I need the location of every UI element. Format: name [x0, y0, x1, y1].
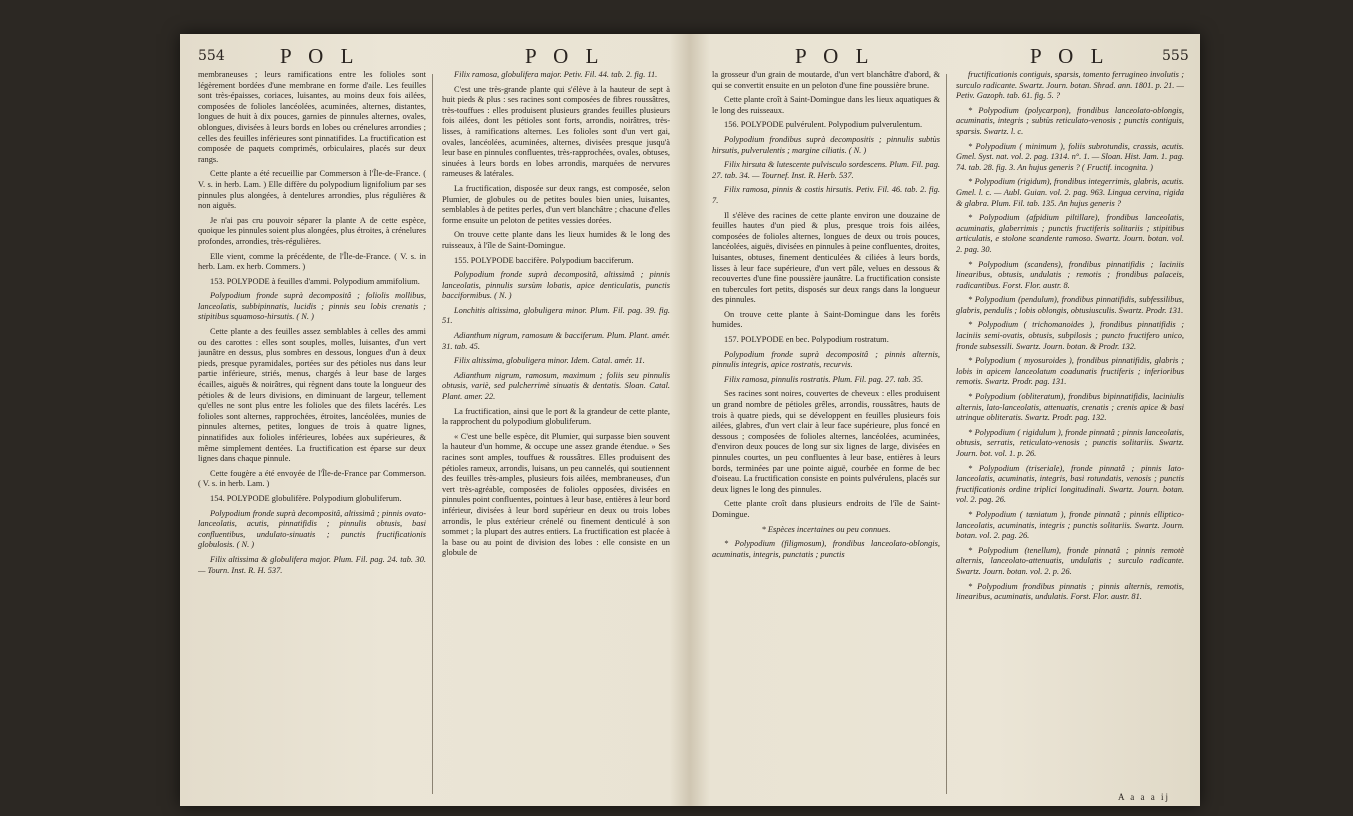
paragraph: Cette plante a été recueillie par Commerson à l'Île-de-France. ( V. s. in herb. Lam. ) Elle diffère du polypodium lignifolium par ses pinnules plus alongées, à dentelures arrondies, plus régulières & non aiguës. [198, 169, 426, 211]
paragraph: * Polypodium (obliteratum), frondibus bipinnatifidis, laciniulis alternis, lato-lanceolatis, attenuatis, crenatis ; crenis apice & basi utrinque obliteratis. Swartz. Prodr. pag. 132. [956, 392, 1184, 423]
left-page [180, 34, 680, 806]
text-column [956, 70, 1184, 800]
paragraph: Filix altissima, globuligera minor. Idem. Catal. amér. 11. [454, 356, 645, 366]
paragraph: 157. POLYPODE en bec. Polypodium rostratum. [724, 335, 889, 345]
paragraph: On trouve cette plante à Saint-Domingue dans les forêts humides. [712, 309, 940, 330]
paragraph: * Polypodium ( minimum ), foliis subrotundis, crassis, acutis. Gmel. Syst. nat. vol. 2. pag. 1314. n°. 1. — Sloan. Hist. Jam. 1. pag. 74. tab. 28. fig. 3. An hujus generis ? ( Fructif. incognita. ) [956, 141, 1184, 172]
paragraph: * Espèces incertaines ou peu connues. [761, 524, 891, 534]
paragraph: La fructification, ainsi que le port & la grandeur de cette plante, la rapprochent du polypodium globuliferum. [442, 406, 670, 427]
paragraph: Filix ramosa, pinnis & costis hirsutis. Petiv. Fil. 46. tab. 2. fig. 7. [712, 185, 940, 205]
right-page [700, 34, 1200, 806]
paragraph: * Polypodium (rigidum), frondibus integerrimis, glabris, acutis. Gmel. l. c. — Aubl. Guian. vol. 2. pag. 963. Lingua cervina, rigida & glabra. Plum. Fil. tab. 135. An hujus generis ? [956, 177, 1184, 208]
paragraph: fructificationis contiguis, sparsis, tomento ferrugineo involutis ; surculo radicante. Swartz. Journ. botan. Shrad. ann. 1801. p. 21. — Petiv. Gazoph. tab. 61. fig. 5. ? [956, 70, 1184, 101]
paragraph: Cette fougère a été envoyée de l'Île-de-France par Commerson. ( V. s. in herb. Lam. ) [198, 468, 426, 489]
running-head: P O L [525, 44, 605, 68]
paragraph: * Polypodium (polycarpon), frondibus lanceolato-oblongis, acuminatis, integris ; subtùs reticulato-venosis ; punctis contiguis, sparsis. Swartz. l. c. [956, 105, 1184, 136]
text-column [442, 70, 670, 800]
paragraph: * Polypodium (tenellum), fronde pinnatâ ; pinnis remotè alternis, lanceolato-attenuatis, undulatis ; surculo radicante. Swartz. Journ. botan. vol. 2. p. 26. [956, 545, 1184, 576]
running-head: P O L [1030, 44, 1110, 68]
paragraph: Polypodium fronde suprà decompositâ, altissimâ ; pinnis lanceolatis, pinnulis sursùm lobatis, apice denticulatis, punctis bacciformibus. ( N. ) [442, 270, 670, 301]
text-column [712, 70, 940, 800]
paragraph: Elle vient, comme la précédente, de l'Île-de-France. ( V. s. in herb. Lam. ex herb. Commers. ) [198, 251, 426, 272]
paragraph: Il s'élève des racines de cette plante environ une douzaine de feuilles hautes d'un pied & plus, presque trois fois ailées, composées de folioles alternes, longues de deux ou trois pouces, lancéolées, aiguës, divisées en pinnules à peine confluentes, droites, luisantes, obtuses, finement denticulées & ciliées à leurs bords, lisses à leur face supérieure, d'un vert pâle, velues en dessous & recouvertes d'une fine poussière jaunâtre. La fructification consiste en tubercules fort petits, disposés sur deux rangs dans la longueur des pinnules. [712, 210, 940, 305]
paragraph: Cette plante croît à Saint-Domingue dans les lieux aquatiques & le long des ruisseaux. [712, 95, 940, 115]
running-head: P O L [795, 44, 875, 68]
paragraph: 155. POLYPODE baccifère. Polypodium bacciferum. [454, 255, 634, 265]
text-column [198, 70, 426, 800]
paragraph: * Polypodium ( rigidulum ), fronde pinnatâ ; pinnis lanceolatis, obtusis, serratis, reticulato-venosis ; punctis solitariis. Swartz. Journ. bot. vol. 1. p. 26. [956, 427, 1184, 458]
page-number: 554 [198, 48, 225, 64]
signature-mark: A a a a ij [1118, 792, 1170, 802]
paragraph: la grosseur d'un grain de moutarde, d'un vert blanchâtre d'abord, & qui se convertit ensuite en un peloton d'une fine poussière brune. [712, 70, 940, 90]
paragraph: Ses racines sont noires, couvertes de cheveux : elles produisent un grand nombre de pétioles grêles, arrondis, roussâtres, hauts de trois à quatre pieds, qui se développent en feuilles plusieurs fois ailées, glabres, d'un vert clair à leur face supérieure, plus foncé en dessous ; composées de folioles alternes, lancéolées, acuminées, d'environ deux pouces de long sur six lignes de large, divisées en pinnules courtes, un peu confluentes à leur base, entières à leurs bords, terminées par une pointe aiguë, courbée en forme de bec d'oiseau. La fructification consiste en points pulvérulens, placés sur deux lignes le long des pinnules. [712, 389, 940, 494]
paragraph: « C'est une belle espèce, dit Plumier, qui surpasse bien souvent la hauteur d'un homme, & occupe une assez grande étendue. » Ses racines sont amples, touffues & roussâtres. Elles produisent des pétioles rameux, arrondis, luisans, un peu cannelés, qui soutiennent des feuilles très-amples, plusieurs fois ailées, membraneuses, d'un vert très-agréable, composées de folioles opposées, divisées en pinnules point confluentes, pointues à leur base, entières à leur bord inférieur, divisées à leur bord supérieur en deux ou trois lobes arrondis, le plus extérieur crénelé ou finement denticulé à son sommet ; la plupart des autres entiers. La fructification est placée à la base ou au point de division des lobes : elle consiste en un globule de [442, 431, 670, 558]
paragraph: membraneuses ; leurs ramifications entre les folioles sont légèrement bordées d'une membrane en forme d'aile. Les feuilles sont très-épaisses, coriaces, luisantes, au moins deux fois ailées, composées de folioles lancéolées, acuminées, alternes, distantes, longues de huit à dix pouces, garnies de pinnules alternes, ovales, oblongues, divisées à leurs bords en lobes ou crénelures arrondies ; celles des feuilles inférieures sont pinnatifides. La fructification est composée de paquets comprimés, orbiculaires, placés sur deux rangs. [198, 70, 426, 164]
paragraph: Je n'ai pas cru pouvoir séparer la plante A de cette espèce, quoique les pinnules soient plus alongées, plus étroites, à crénelures profondes, arrondies, très-régulières. [198, 215, 426, 246]
paragraph: Filix hirsuta & lutescente pulvisculo sordescens. Plum. Fil. pag. 27. tab. 34. — Tournef. Inst. R. Herb. 537. [712, 160, 940, 180]
paragraph: 154. POLYPODE globulifère. Polypodium globuliferum. [210, 493, 402, 503]
paragraph: Polypodium fronde suprà decompositâ, altissimâ ; pinnis ovato-lanceolatis, acutis, pinnatifidis ; pinnulis obtusis, basi confluentibus, undulato-sinuatis ; punctis fructificationis globulosis. ( N. ) [198, 508, 426, 550]
paragraph: Polypodium frondibus suprà decompositis ; pinnulis subtùs hirsutis, pulverulentis ; margine ciliatis. ( N. ) [712, 134, 940, 155]
paragraph: Filix altissima & globulifera major. Plum. Fil. pag. 24. tab. 30. — Tourn. Inst. R. H. 537. [198, 554, 426, 575]
paragraph: La fructification, disposée sur deux rangs, est composée, selon Plumier, de globules ou de petites boules bien unies, luisantes, semblables à de petites perles, d'un vert blanchâtre ; chacune d'elles forme ensuite un peloton de petites vessies dorées. [442, 183, 670, 225]
paragraph: * Polypodium (triseriale), fronde pinnatâ ; pinnis lato-lanceolatis, acuminatis, integris, basi rotundatis, venosis ; punctis fructificationis ordine triplici longitudinali. Swartz. Journ. botan. vol. 2. pag. 26. [956, 463, 1184, 505]
paragraph: C'est une très-grande plante qui s'élève à la hauteur de sept à huit pieds & plus : ses racines sont composées de fibres roussâtres, très-touffues : elles produisent plusieurs grandes feuilles plusieurs fois ailées, dont les pétioles sont forts, arrondis, noirâtres, très-lisses, à ramifications alternes. Les folioles sont d'un vert gai, ovales, lancéolées, acuminées, alternes, divisées presque jusqu'à leur base en pinnules confluentes, très-rapprochées, ovales, obtuses, sinuées à leurs bords en lobes arrondis, marquées de nervures rameuses & latérales. [442, 84, 670, 179]
paragraph: * Polypodium ( trichomanoides ), frondibus pinnatifidis ; laciniis semi-ovatis, obtusis, subpilosis ; puncto fructifero unico, fronde subsessili. Swartz. Journ. botan. & Prodr. 132. [956, 320, 1184, 351]
paragraph: * Polypodium frondibus pinnatis ; pinnis alternis, remotis, linearibus, acuminatis, undulatis. Forst. Flor. austr. 81. [956, 581, 1184, 602]
paragraph: Filix ramosa, globulifera major. Petiv. Fil. 44. tab. 2. fig. 11. [454, 70, 658, 79]
paragraph: Lonchitis altissima, globuligera minor. Plum. Fil. pag. 39. fig. 51. [442, 305, 670, 326]
paragraph: Polypodium fronde suprà decompositâ ; pinnis alternis, pinnulis integris, apice rostratis, recurvis. [712, 349, 940, 370]
paragraph: 156. POLYPODE pulvérulent. Polypodium pulverulentum. [724, 120, 923, 130]
running-head: P O L [280, 44, 360, 68]
right-running-head [700, 42, 1200, 70]
paragraph: Cette plante croît dans plusieurs endroits de l'île de Saint-Domingue. [712, 499, 940, 519]
paragraph: 153. POLYPODE à feuilles d'ammi. Polypodium ammifolium. [210, 276, 420, 286]
paragraph: Filix ramosa, pinnulis rostratis. Plum. Fil. pag. 27. tab. 35. [724, 374, 924, 384]
paragraph: * Polypodium ( tæniatum ), fronde pinnatâ ; pinnis elliptico-lanceolatis, acuminatis, integris ; punctis solitariis. Swartz. Journ. botan. vol. 2. pag. 26. [956, 509, 1184, 541]
page-number: 555 [1162, 48, 1189, 64]
paragraph: Adianthum nigrum, ramosum & bacciferum. Plum. Plant. amér. 31. tab. 45. [442, 331, 670, 351]
column-rule [432, 74, 433, 794]
paragraph: * Polypodium ( myosuroides ), frondibus pinnatifidis, glabris ; lobis in apicem lanceolatum coadunatis fructiferis ; inferioribus remotis. Swartz. Prodr. pag. 131. [956, 356, 1184, 387]
paragraph: Polypodium fronde suprà decompositâ ; foliolis mollibus, lanceolatis, subbipinnatis, lucidis ; pinnis seu lobis crenatis ; stipitibus squamoso-hirsutis. ( N. ) [198, 291, 426, 322]
paragraph: * Polypodium (afpidium piltillare), frondibus lanceolatis, acuminatis, glaberrimis ; punctis fructiferis solitariis ; stipitibus articulatis, e stolone scandente ramoso. Swartz. Journ. botan. vol. 2. pag. 30. [956, 213, 1184, 254]
paragraph: Cette plante a des feuilles assez semblables à celles des ammi ou des carottes : elles sont souples, molles, luisantes, d'un vert jaunâtre en dessus, plus sombres en dessous, longues d'un à deux pieds, presque pyramidales, portées sur des pétioles nus dans leur partie inférieure, striés, menus, chargés à leur base de larges écailles, aiguës & noirâtres, qui règnent dans toute la longueur des pétioles & de leurs divisions, en diminuant de largeur, tellement qu'elles ne sont plus entre les folioles que des filets lacérés. Les folioles sont alternes, rapprochées, étroites, lancéolées, munies de pinnules alternes, petites, longues de trois à quatre lignes, pinnatifides aux folioles inférieures, lobées aux supérieures, & même simplement dentées. La fructification est éparse sur deux lignes dans chaque pinnule. [198, 327, 426, 464]
book-spread [180, 34, 1200, 806]
paragraph: * Polypodium (filigmosum), frondibus lanceolato-oblongis, acuminatis, integris, punctatis ; punctis [712, 539, 940, 559]
paragraph: On trouve cette plante dans les lieux humides & le long des ruisseaux, à l'île de Saint-Domingue. [442, 230, 670, 250]
paragraph: Adianthum nigrum, ramosum, maximum ; foliis seu pinnulis obtusis, variè, sed pulcherrimè sinuatis & dentatis. Sloan. Catal. Plant. amer. 22. [442, 370, 670, 402]
left-running-head [180, 42, 680, 70]
column-rule [946, 74, 947, 794]
paragraph: * Polypodium (pendulum), frondibus pinnatifidis, subfessilibus, glabris, pendulis ; lobis oblongis, obtusiusculis. Swartz. Prodr. 131. [956, 295, 1184, 315]
paragraph: * Polypodium (scandens), frondibus pinnatifidis ; laciniis linearibus, obtusis, undulatis ; remotis ; frondibus palaceis, radicantibus. Forst. Flor. austr. 8. [956, 259, 1184, 290]
